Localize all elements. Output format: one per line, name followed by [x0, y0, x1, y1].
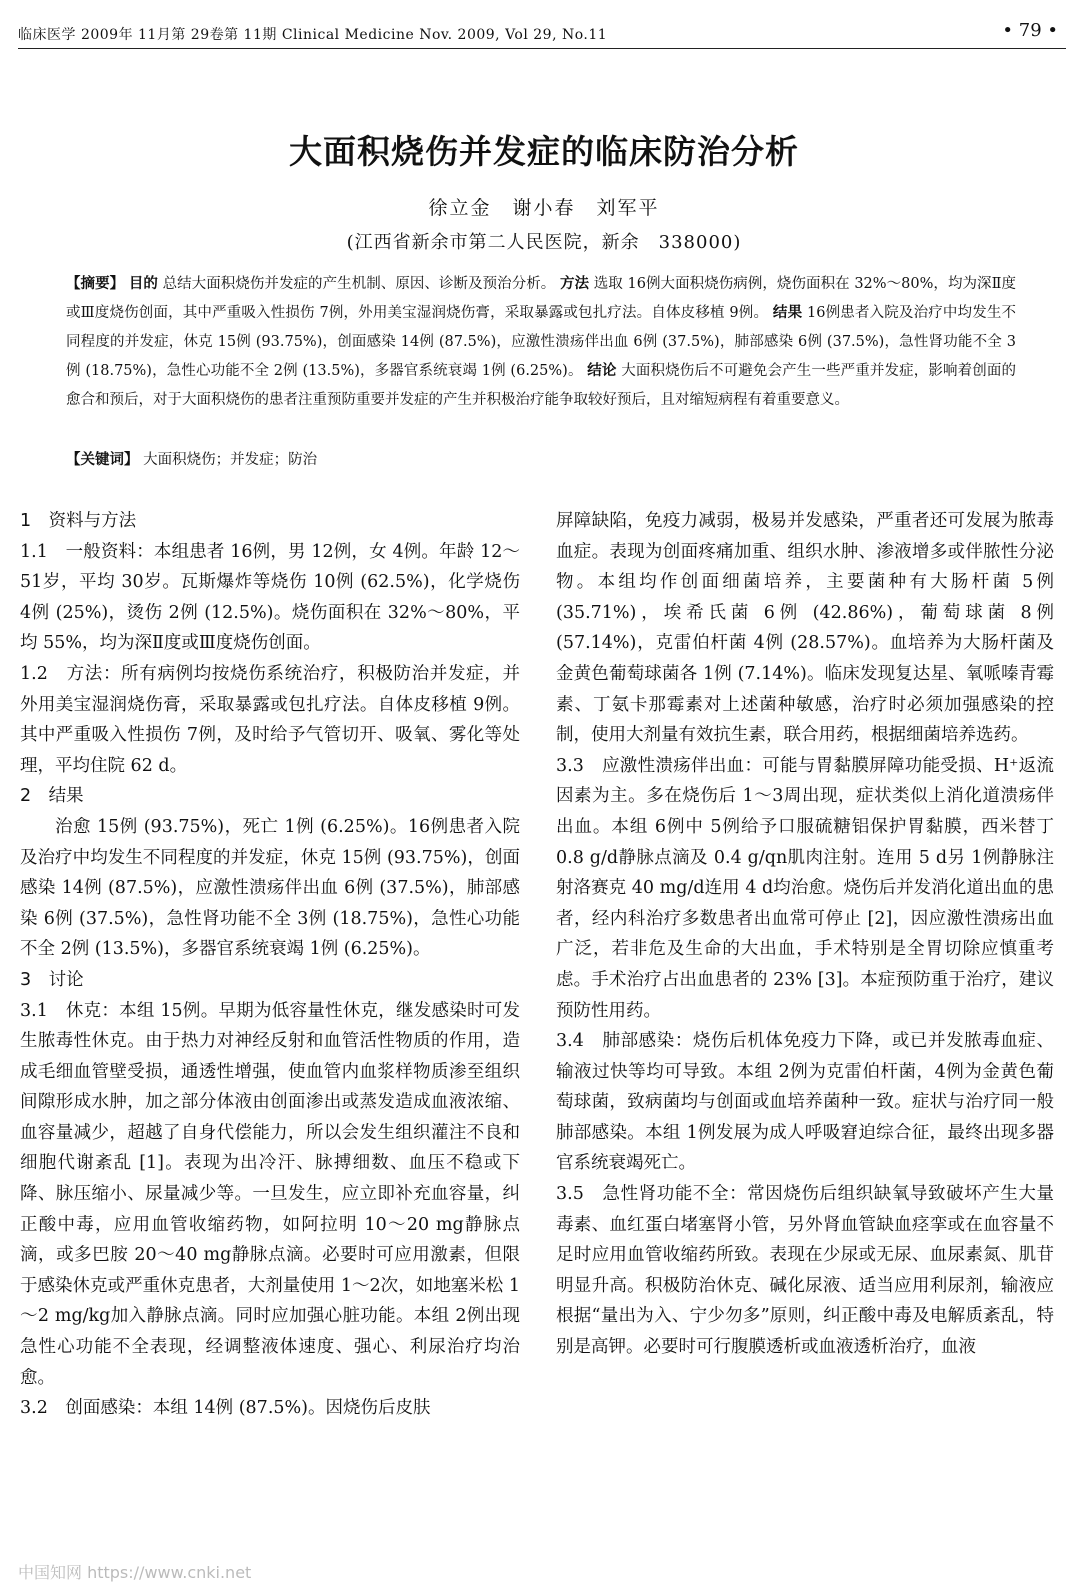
keywords [66, 448, 1016, 469]
left-column-paragraph: 治愈 15例 (93.75%)，死亡 1例 (6.25%)。16例患者入院及治疗中均发生不同程度的并发症，休克 15例 (93.75%)，创面感染 14例 (87.5%)，应激性溃疡伴出血 6例 (37.5%)，肺部感染 6例 (37.5%)，急性肾功能不全 3例 (18.75%)，急性心功能不全 2例 (13.5%)，多器官系统衰竭 1例 (6.25%)。 [20, 816, 520, 960]
running-header [18, 20, 1062, 48]
affiliation: (江西省新余市第二人民医院，新余 338000) [346, 232, 742, 253]
left-column-paragraph: 3.1 休克：本组 15例。早期为低容量性休克，继发感染时可发生脓毒性休克。由于热力对神经反射和血管活性物质的作用，造成毛细血管壁受损，通透性增强，使血管内血浆样物质渗至组织间隙形成水肿，加之部分体液由创面渗出或蒸发造成血液浓缩、血容量减少，超越了自身代偿能力，所以会发生组织灌注不良和细胞代谢紊乱 [1]。表现为出冷汗、脉搏细数、血压不稳或下降、脉压缩小、尿量减少等。一旦发生，应立即补充血容量，纠正酸中毒，应用血管收缩药物，如阿拉明 10～20 mg静脉点滴，或多巴胺 20～40 mg静脉点滴。必要时可应用激素，但限于感染休克或严重休克患者，大剂量使用 1～2次，如地塞米松 1～2 mg/kg加入静脉点滴。同时应加强心脏功能。本组 2例出现急性心功能不全表现，经调整液体速度、强心、利尿治疗均治愈。 [20, 1000, 520, 1388]
left-column-paragraph: 2 结果 [20, 786, 84, 807]
right-column [556, 506, 1054, 1363]
right-column-paragraph: 3.3 应激性溃疡伴出血：可能与胃黏膜屏障功能受损、H⁺返流因素为主。多在烧伤后 1～3周出现，症状类似上消化道溃疡伴出血。本组 6例中 5例给予口服硫糖铝保护胃黏膜，西米替丁 0.8 g/d静脉点滴及 0.4 g/qn肌肉注射。连用 5 d另 1例静脉注射洛赛克 40 mg/d连用 4 d均治愈。烧伤后并发消化道出血的患者，经内科治疗多数患者出血常可停止 [2]，因应激性溃疡出血广泛，若非危及生命的大出血，手术特别是全胃切除应慎重考虑。手术治疗占出血患者的 23% [3]。本症预防重于治疗，建议预防性用药。 [556, 755, 1054, 1021]
journal-info: 临床医学 2009年 11月第 29卷第 11期 Clinical Medicine Nov. 2009, Vol 29, No.11 [18, 27, 608, 43]
conclusion-label: 结论 [587, 363, 617, 379]
result-label: 结果 [772, 305, 803, 321]
method-label: 方法 [560, 276, 590, 292]
objective-text: 总结大面积烧伤并发症的产生机制、原因、诊断及预治分析。 [162, 276, 556, 292]
left-column-paragraph: 3.2 创面感染：本组 14例 (87.5%)。因烧伤后皮肤 [20, 1398, 431, 1419]
conclusion-text: 大面积烧伤后不可避免会产生一些严重并发症，影响着创面的愈合和预后，对于大面积烧伤的患者注重预防重要并发症的产生并积极治疗能争取较好预后，且对缩短病程有着重要意义。 [66, 363, 1016, 408]
left-column-paragraph: 1.1 一般资料：本组患者 16例，男 12例，女 4例。年龄 12～51岁，平均 30岁。瓦斯爆炸等烧伤 10例 (62.5%)，化学烧伤 4例 (25%)，烫伤 2例 (12.5%)。烧伤面积在 32%～80%，平均 55%，均为深Ⅱ度或Ⅲ度烧伤创面。 [20, 541, 520, 654]
right-column-paragraph: 屏障缺陷，免疫力减弱，极易并发感染，严重者还可发展为脓毒血症。表现为创面疼痛加重、组织水肿、渗液增多或伴脓性分泌物。本组均作创面细菌培养，主要菌种有大肠杆菌 5例 (35.71%)，埃希氏菌 6例 (42.86%)，葡萄球菌 8例 (57.14%)，克雷伯杆菌 4例 (28.57%)。血培养为大肠杆菌及金黄色葡萄球菌各 1例 (7.14%)。临床发现复达星、氧哌嗪青霉素、丁氨卡那霉素对上述菌种敏感，治疗时必须加强感染的控制，使用大剂量有效抗生素，联合用药，根据细菌培养选药。 [556, 511, 1054, 746]
right-column-paragraph: 3.4 肺部感染：烧伤后机体免疫力下降，或已并发脓毒血症、输液过快等均可导致。本组 2例为克雷伯杆菌，4例为金黄色葡萄球菌，致病菌均与创面或血培养菌种一致。症状与治疗同一般肺部感染。本组 1例发展为成人呼吸窘迫综合征，最终出现多器官系统衰竭死亡。 [556, 1031, 1054, 1174]
right-column-paragraph: 3.5 急性肾功能不全：常因烧伤后组织缺氧导致破坏产生大量毒素、血红蛋白堵塞肾小管，另外肾血管缺血痉挛或在血容量不足时应用血管收缩药所致。表现在少尿或无尿、血尿素氮、肌苷明显升高。积极防治休克、碱化尿液、适当应用利尿剂，输液应根据“量出为入、宁少勿多”原则，纠正酸中毒及电解质紊乱，特别是高钾。必要时可行腹膜透析或血液透析治疗，血液 [556, 1184, 1054, 1358]
page-number: • 79 • [1002, 20, 1058, 41]
left-column-paragraph: 1.2 方法：所有病例均按烧伤系统治疗，积极防治并发症，并外用美宝湿润烧伤膏，采取暴露或包扎疗法。自体皮移植 9例。其中严重吸入性损伤 7例，及时给予气管切开、吸氧、雾化等处理，平均住院 62 d。 [20, 663, 520, 776]
result-text: 16例患者入院及治疗中均发生不同程度的并发症，休克 15例 (93.75%)，创面感染 14例 (87.5%)，应激性溃疡伴出血 6例 (37.5%)，肺部感染 6例 (37.5%)，急性肾功能不全 3例 (18.75%)，急性心功能不全 2例 (13.5%)，多器官系统衰竭 1例 (6.25%)。 [66, 305, 1017, 379]
keywords-text: 大面积烧伤；并发症；防治 [143, 452, 318, 468]
cnki-watermark: 中国知网 https://www.cnki.net [18, 1563, 252, 1582]
keywords-tag: 【关键词】 [66, 452, 139, 468]
abstract-tag: 【摘要】 [66, 276, 125, 292]
left-column-paragraph: 1 资料与方法 [20, 511, 137, 531]
authors: 徐立金 谢小春 刘军平 [428, 197, 660, 219]
abstract [66, 270, 1016, 415]
header-rule [18, 48, 1066, 49]
method-text: 选取 16例大面积烧伤病例，烧伤面积在 32%～80%，均为深Ⅱ度或Ⅲ度烧伤创面，其中严重吸入性损伤 7例，外用美宝湿润烧伤膏，采取暴露或包扎疗法。自体皮移植 9例。 [66, 276, 1017, 321]
left-column-paragraph: 3 讨论 [20, 969, 84, 990]
paper-title: 大面积烧伤并发症的临床防治分析 [289, 132, 799, 171]
objective-label: 目的 [128, 276, 158, 292]
left-column [20, 506, 520, 1424]
